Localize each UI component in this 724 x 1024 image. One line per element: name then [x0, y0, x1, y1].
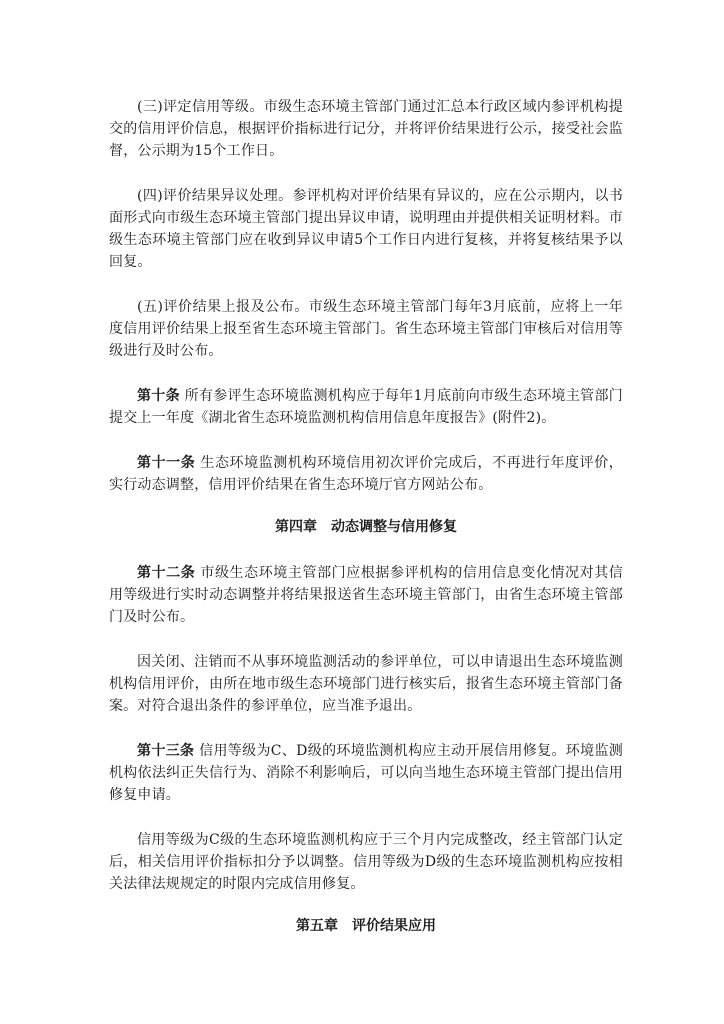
article-11-label: 第十一条 — [137, 455, 196, 471]
paragraph-result-reporting: (五)评价结果上报及公布。市级生态环境主管部门每年3月底前，应将上一年度信用评价结果上报至省生态环境主管部门。省生态环境主管部门审核后对信用等级进行及时公布。 — [109, 299, 623, 359]
chapter-4-heading: 第四章 动态调整与信用修复 — [275, 519, 457, 535]
article-11-text: 生态环境监测机构环境信用初次评价完成后，不再进行年度评价，实行动态调整，信用评价结果在省生态环境厅官方网站公布。 — [109, 455, 623, 493]
chapter-5-heading: 第五章 评价结果应用 — [296, 918, 436, 934]
article-11 — [109, 452, 623, 496]
paragraph-rating-level: (三)评定信用等级。市级生态环境主管部门通过汇总本行政区域内参评机构提交的信用评价信息，根据评价指标进行记分，并将评价结果进行公示，接受社会监督，公示期为15个工作日。 — [109, 99, 623, 159]
article-12-label: 第十二条 — [137, 565, 196, 581]
paragraph-withdrawal: 因关闭、注销而不从事环境监测活动的参评单位，可以申请退出生态环境监测机构信用评价，由所在地市级生态环境部门进行核实后，报省生态环境主管部门备案。对符合退出条件的参评单位，应当准予退出。 — [109, 654, 623, 714]
article-10-label: 第十条 — [137, 388, 180, 404]
paragraph-objection-handling: (四)评价结果异议处理。参评机构对评价结果有异议的，应在公示期内，以书面形式向市级生态环境主管部门提出异议申请，说明理由并提供相关证明材料。市级生态环境主管部门应在收到异议申请5个工作日内进行复核，并将复核结果予以回复。 — [109, 188, 623, 270]
article-12-text: 市级生态环境主管部门应根据参评机构的信用信息变化情况对其信用等级进行实时动态调整并将结果报送省生态环境主管部门，由省生态环境主管部门及时公布。 — [109, 565, 623, 625]
article-13-label: 第十三条 — [137, 743, 195, 759]
paragraph-credit-repair: 信用等级为C级的生态环境监测机构应于三个月内完成整改，经主管部门认定后，相关信用评价指标扣分予以调整。信用等级为D级的生态环境监测机构应按相关法律法规规定的时限内完成信用修复。 — [109, 832, 623, 892]
article-10-text: 所有参评生态环境监测机构应于每年1月底前向市级生态环境主管部门提交上一年度《湖北省生态环境监测机构信用信息年度报告》(附件2)。 — [109, 388, 623, 426]
article-13 — [109, 740, 623, 806]
article-10 — [109, 385, 623, 429]
article-12 — [109, 562, 623, 628]
document-page — [109, 96, 623, 961]
article-13-text: 信用等级为C、D级的环境监测机构应主动开展信用修复。环境监测机构依法纠正失信行为、消除不利影响后，可以向当地生态环境主管部门提出信用修复申请。 — [109, 743, 623, 803]
